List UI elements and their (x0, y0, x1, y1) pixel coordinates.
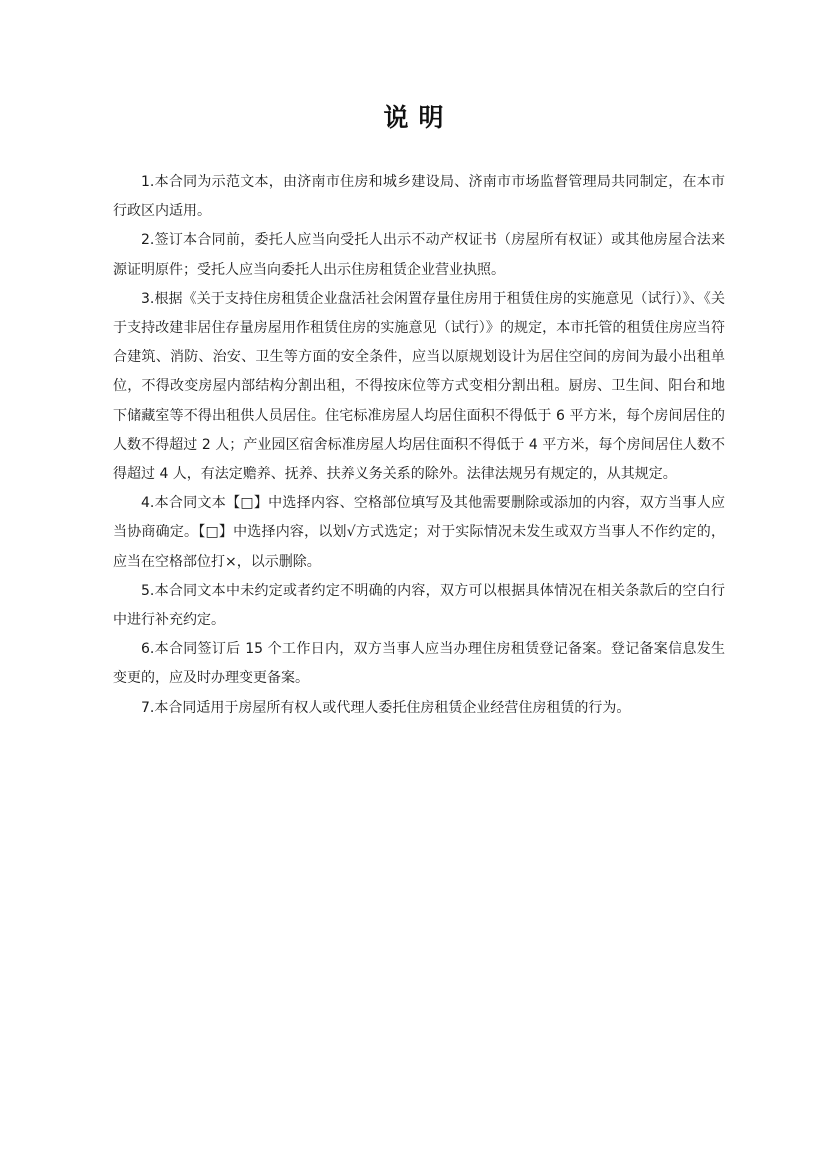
instruction-paragraph-7: 7.本合同适用于房屋所有权人或代理人委托住房租赁企业经营住房租赁的行为。 (141, 699, 631, 716)
instruction-paragraph-2: 2.签订本合同前，委托人应当向受托人出示不动产权证书（房屋所有权证）或其他房屋合法来源证明原件；受托人应当向委托人出示住房租赁企业营业执照。 (113, 232, 725, 278)
instruction-paragraph-6: 6.本合同签订后 15 个工作日内，双方当事人应当办理住房租赁登记备案。登记备案信息发生变更的，应及时办理变更备案。 (113, 641, 725, 687)
instruction-paragraph-4: 4.本合同文本【□】中选择内容、空格部位填写及其他需要删除或添加的内容，双方当事人应当协商确定。【□】中选择内容，以划√方式选定；对于实际情况未发生或双方当事人不作约定的，应当在空格部位打×，以示删除。 (113, 495, 725, 570)
instruction-paragraph-3: 3.根据《关于支持住房租赁企业盘活社会闲置存量住房用于租赁住房的实施意见（试行）》、《关于支持改建非居住存量房屋用作租赁住房的实施意见（试行）》的规定，本市托管的租赁住房应当符合建筑、消防、治安、卫生等方面的安全条件，应当以原规划设计为居住空间的房间为最小出租单位，不得改变房屋内部结构分割出租，不得按床位等方式变相分割出租。厨房、卫生间、阳台和地下储藏室等不得出租供人员居住。住宅标准房屋人均居住面积不得低于 6 平方米，每个房间居住的人数不得超过 2 人；产业园区宿舍标准房屋人均居住面积不得低于 4 平方米，每个房间居住人数不得超过 4 人，有法定赡养、抚养、扶养义务关系的除外。法律法规另有规定的，从其规定。 (113, 290, 725, 483)
page-title: 说明 (383, 103, 454, 132)
instruction-paragraph-1: 1.本合同为示范文本，由济南市住房和城乡建设局、济南市市场监督管理局共同制定，在本市行政区内适用。 (113, 174, 725, 220)
instructions-body (113, 168, 725, 723)
instruction-paragraph-5: 5.本合同文本中未约定或者约定不明确的内容，双方可以根据具体情况在相关条款后的空白行中进行补充约定。 (113, 582, 725, 629)
